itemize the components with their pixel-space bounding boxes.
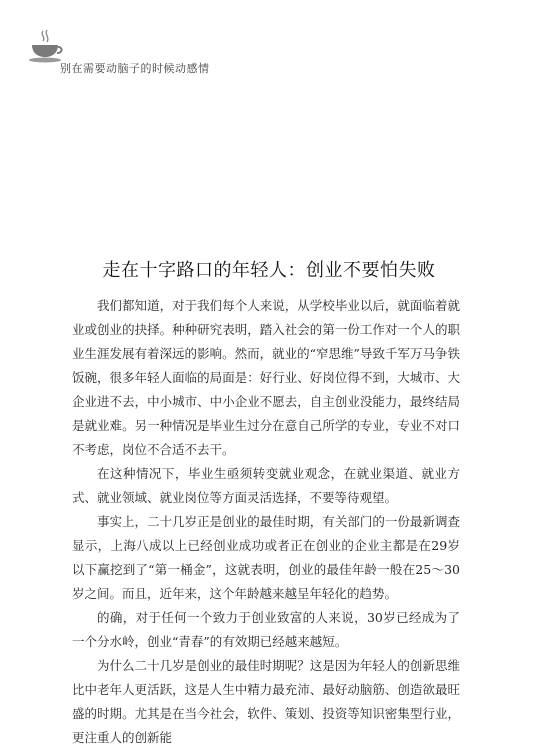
paragraph: 为什么二十几岁是创业的最佳时期呢？这是因为年轻人的创新思维比中老年人更活跃，这是人生中精力最充沛、最好动脑筋、创造欲最旺盛的时期。尤其是在当今社会，软件、策划、投资等知识密集型行业，更注重人的创新能 [72,658,460,745]
paragraph: 的确，对于任何一个致力于创业致富的人来说，30岁已经成为了一个分水岭，创业“青春”的有效期已经越来越短。 [72,610,460,649]
paragraph: 事实上，二十几岁正是创业的最佳时期，有关部门的一份最新调查显示，上海八成以上已经创业成功或者正在创业的企业主都是在29岁以下赢挖到了“第一桶金”，这就表明，创业的最佳年龄一般在25～30岁之间。而且，近年来，这个年龄越来越呈年轻化的趋势。 [72,514,460,601]
article-body [72,294,460,750]
article-title: 走在十字路口的年轻人：创业不要怕失败 [102,260,436,281]
paragraph: 在这种情况下，毕业生亟须转变就业观念，在就业渠道、就业方式、就业领域、就业岗位等方面灵活选择，不要等待观望。 [72,466,460,505]
paragraph: 我们都知道，对于我们每个人来说，从学校毕业以后，就面临着就业或创业的抉择。种种研究表明，踏入社会的第一份工作对一个人的职业生涯发展有着深远的影响。然而，就业的“窄思维”导致千军万马争铁饭碗，很多年轻人面临的局面是：好行业、好岗位得不到，大城市、大企业进不去，中小城市、中小企业不愿去，自主创业没能力，最终结局是就业难。另一种情况是毕业生过分在意自己所学的专业，专业不对口不考虑，岗位不合适不去干。 [72,298,460,457]
book-title: 别在需要动脑子的时候动感情 [60,62,210,75]
